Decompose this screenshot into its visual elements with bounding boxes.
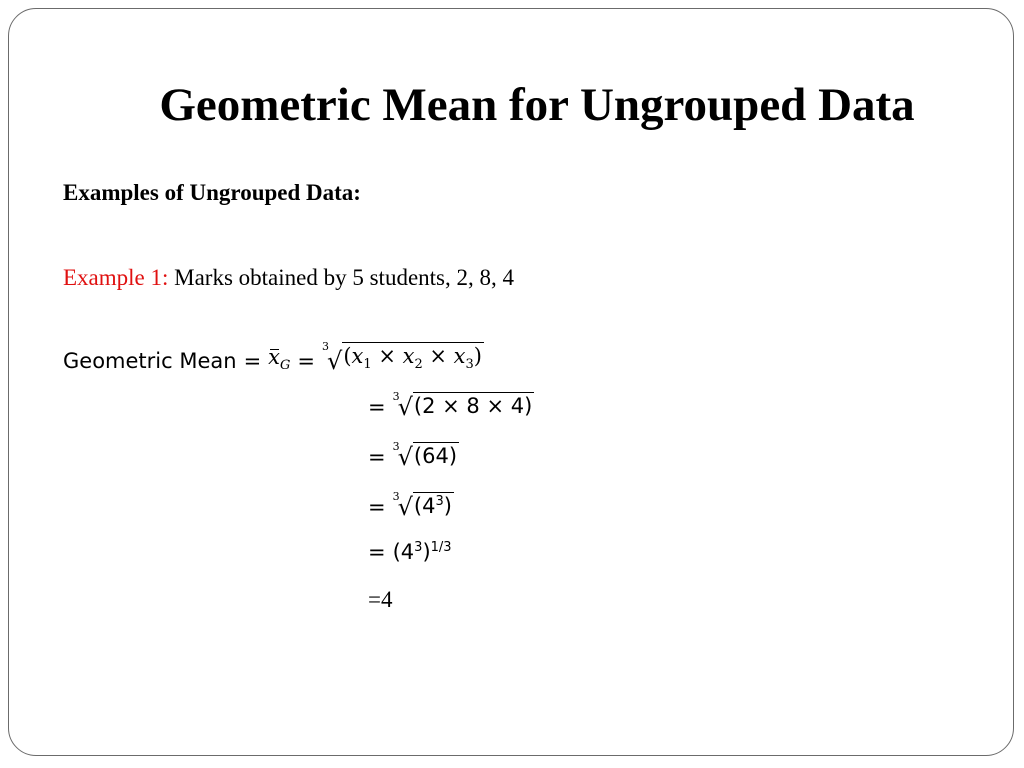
- formula-line-1: [63, 340, 484, 376]
- cube-root: [392, 440, 459, 472]
- radical-sign-icon: √: [397, 443, 413, 472]
- example-text: Marks obtained by 5 students, 2, 8, 4: [168, 265, 514, 290]
- radicand: $(x_1 \times x_2 \times x_3)$: [343, 344, 482, 373]
- example-label: Example 1:: [63, 265, 169, 290]
- equals-sign: =: [368, 445, 386, 470]
- cube-root: [392, 390, 535, 422]
- geometric-mean-label: Geometric Mean: [63, 349, 237, 374]
- root-index: 3: [392, 490, 400, 503]
- radicand: (2 × 8 × 4): [413, 394, 533, 418]
- radical-sign-icon: √: [327, 347, 343, 376]
- formula-line-5: [368, 540, 452, 564]
- formula-line-2: [368, 390, 534, 422]
- radical-sign-icon: √: [397, 493, 413, 522]
- equals-sign: =: [243, 349, 262, 374]
- cube-root: [392, 490, 454, 522]
- example-1: [63, 265, 514, 291]
- formula-line-4: [368, 490, 454, 522]
- root-index: 3: [392, 440, 400, 453]
- radical-sign-icon: √: [397, 393, 413, 422]
- formula-result: =4: [368, 587, 393, 612]
- mean-symbol: $x_G$: [268, 345, 291, 374]
- radicand: (64): [413, 444, 458, 468]
- equals-sign: =: [297, 349, 316, 374]
- examples-heading: Examples of Ungrouped Data:: [63, 180, 361, 205]
- radicand: $(4^3)$: [413, 494, 452, 518]
- equals-sign: =: [368, 495, 386, 520]
- formula-line-3: [368, 440, 459, 472]
- power-expression: $(4^3)^{1/3}$: [392, 540, 452, 564]
- root-index: 3: [322, 340, 330, 353]
- slide-title: Geometric Mean for Ungrouped Data: [159, 79, 915, 131]
- root-index: 3: [392, 390, 400, 403]
- cube-root: [322, 340, 484, 376]
- equals-sign: =: [368, 540, 386, 564]
- equals-sign: =: [368, 395, 386, 420]
